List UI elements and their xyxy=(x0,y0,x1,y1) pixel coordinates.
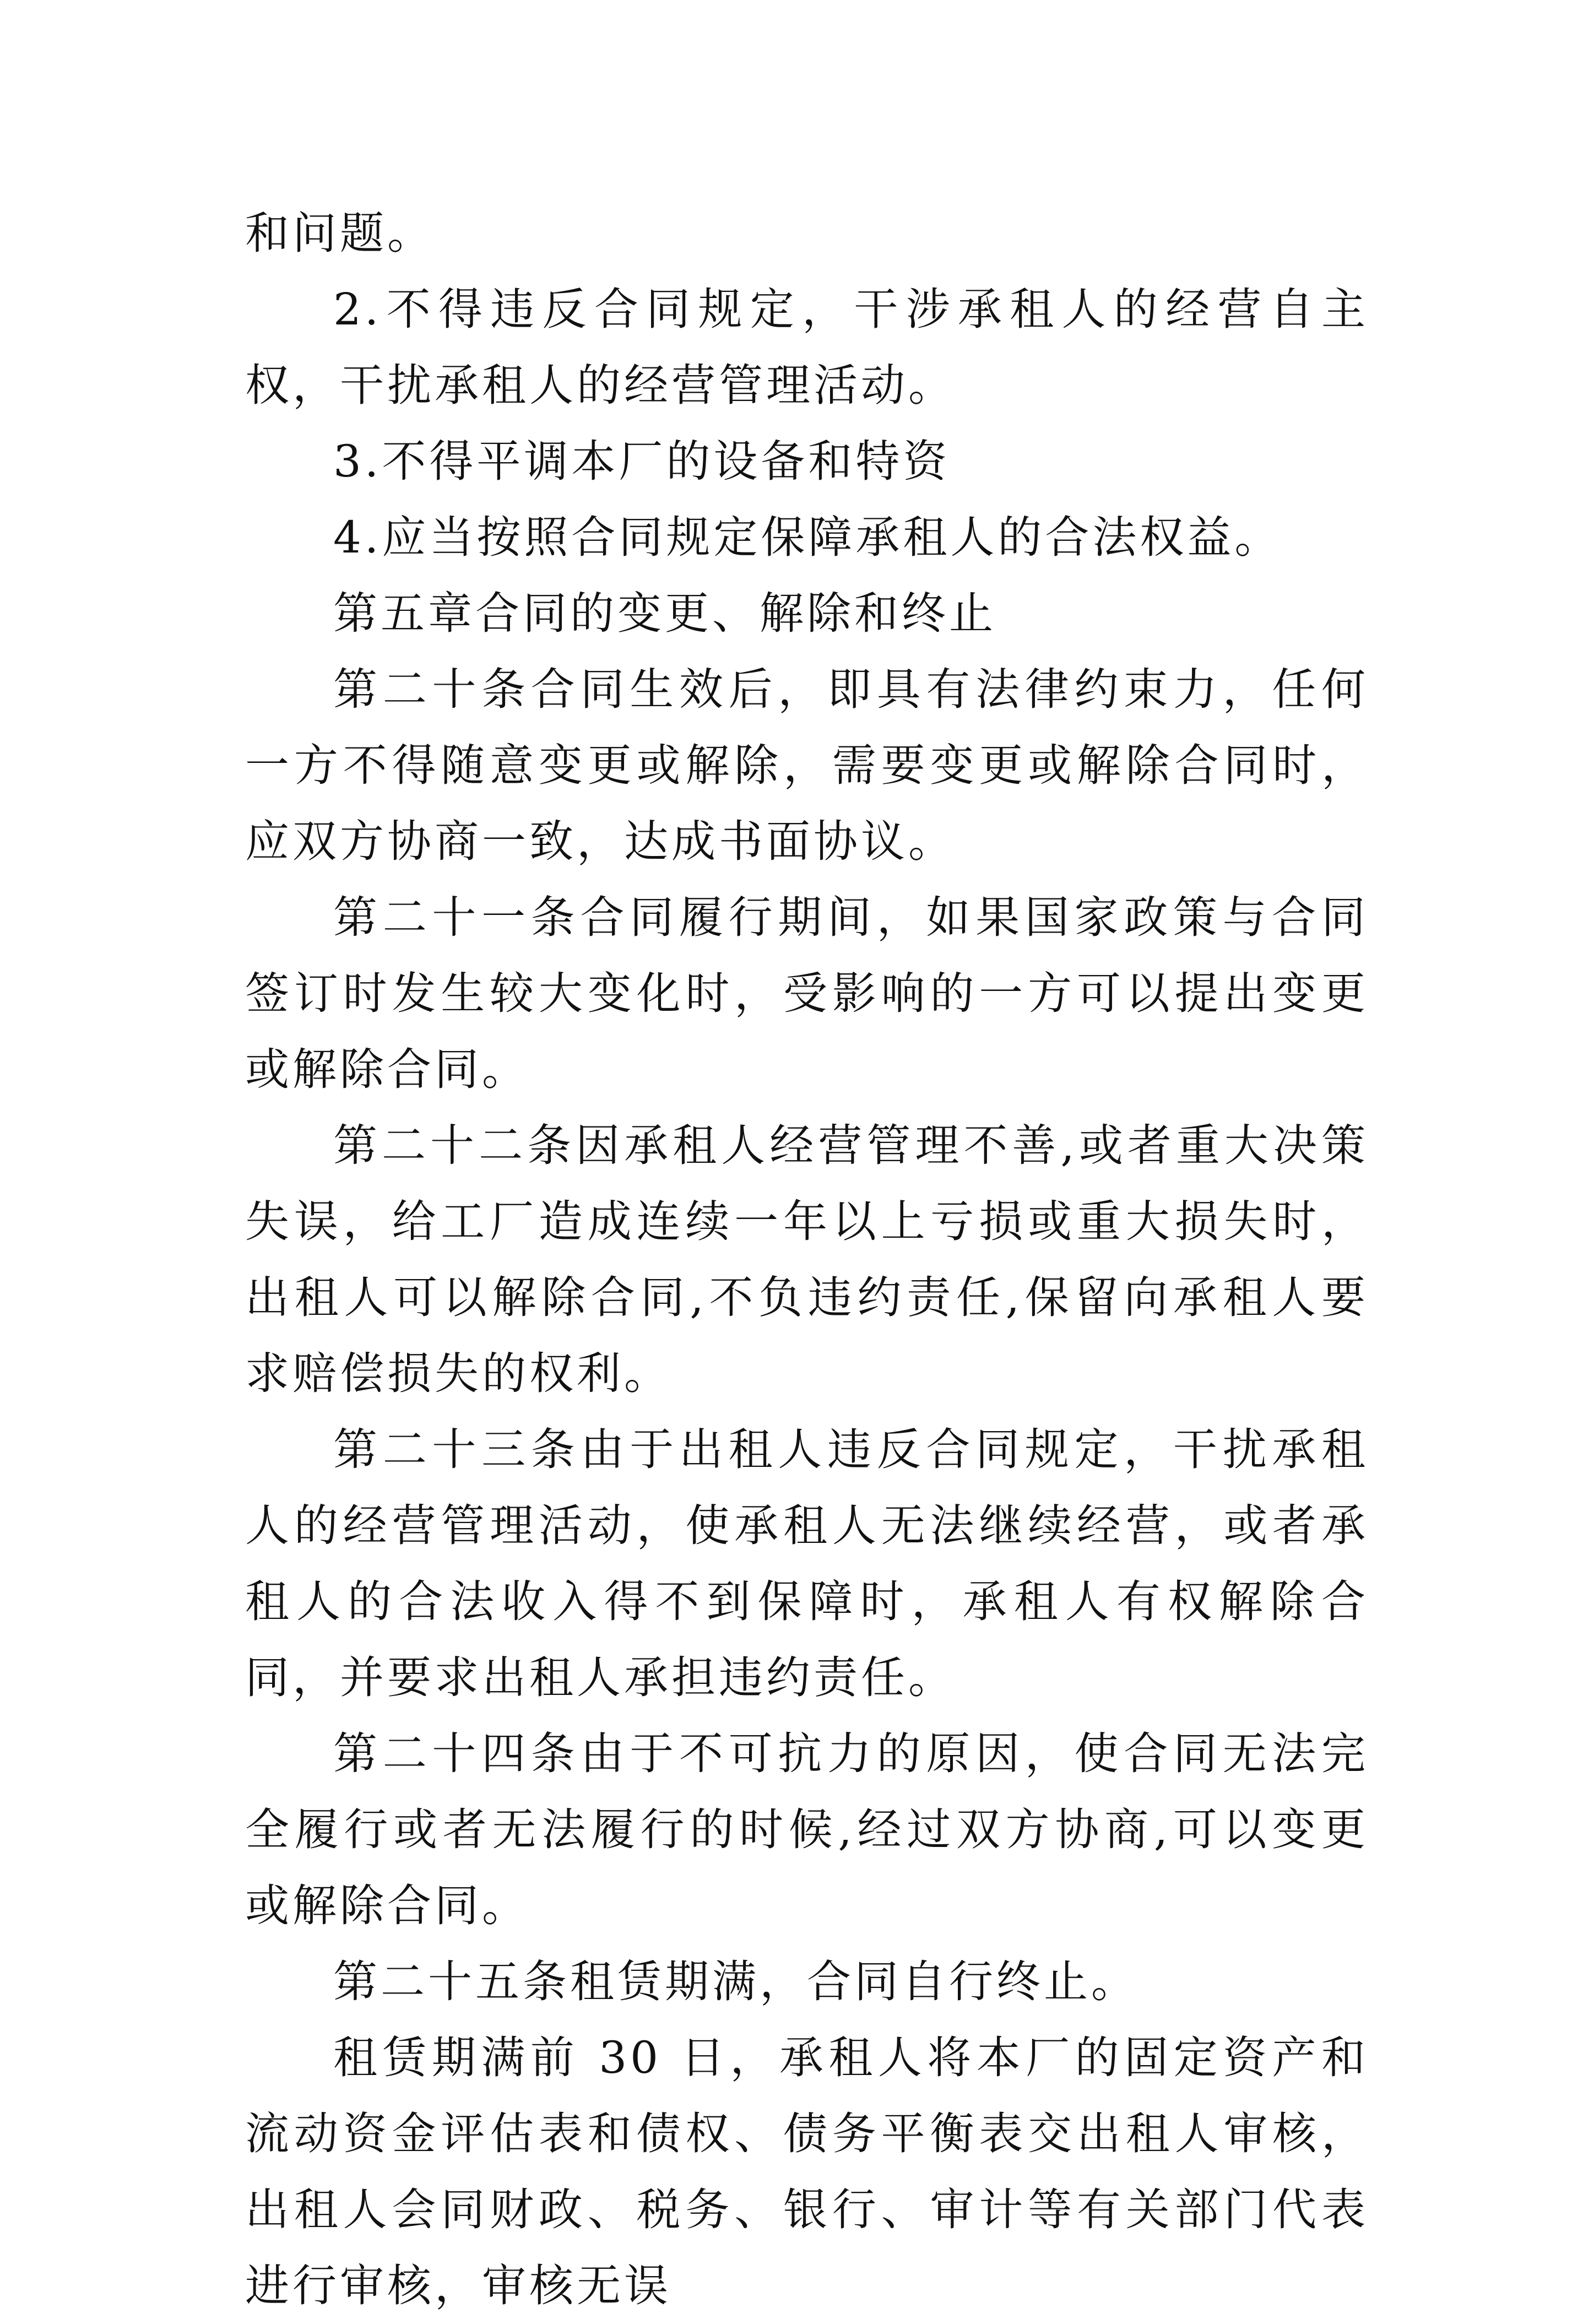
document-body xyxy=(245,196,1369,2324)
paragraph-article-22: 第二十二条因承租人经营管理不善,或者重大决策失误，给工厂造成连续一年以上亏损或重大损失时，出租人可以解除合同,不负违约责任,保留向承租人要求赔偿损失的权利。 xyxy=(245,1120,1369,1399)
paragraph-article-21: 第二十一条合同履行期间，如果国家政策与合同签订时发生较大变化时，受影响的一方可以提出变更或解除合同。 xyxy=(245,892,1369,1095)
paragraph-lease-expiry: 租赁期满前 30 日，承租人将本厂的固定资产和流动资金评估表和债权、债务平衡表交出租人审核，出租人会同财政、税务、银行、审计等有关部门代表进行审核，审核无误 xyxy=(245,2032,1369,2311)
paragraph-article-24: 第二十四条由于不可抗力的原因，使合同无法完全履行或者无法履行的时候,经过双方协商,可以变更或解除合同。 xyxy=(245,1728,1369,1931)
paragraph-article-20: 第二十条合同生效后，即具有法律约束力，任何一方不得随意变更或解除，需要变更或解除合同时，应双方协商一致，达成书面协议。 xyxy=(245,664,1369,867)
paragraph-clause-3: 3.不得平调本厂的设备和特资 xyxy=(333,436,951,487)
paragraph-continuation: 和问题。 xyxy=(245,208,435,259)
chapter-heading: 第五章合同的变更、解除和终止 xyxy=(333,588,996,639)
paragraph-article-23: 第二十三条由于出租人违反合同规定，干扰承租人的经营管理活动，使承租人无法继续经营，或者承租人的合法收入得不到保障时，承租人有权解除合同，并要求出租人承担违约责任。 xyxy=(245,1424,1369,1703)
paragraph-article-25: 第二十五条租赁期满，合同自行终止。 xyxy=(333,1956,1138,2007)
paragraph-clause-4: 4.应当按照合同规定保障承租人的合法权益。 xyxy=(333,512,1282,563)
paragraph-clause-2: 2.不得违反合同规定，干涉承租人的经营自主权，干扰承租人的经营管理活动。 xyxy=(245,284,1369,411)
